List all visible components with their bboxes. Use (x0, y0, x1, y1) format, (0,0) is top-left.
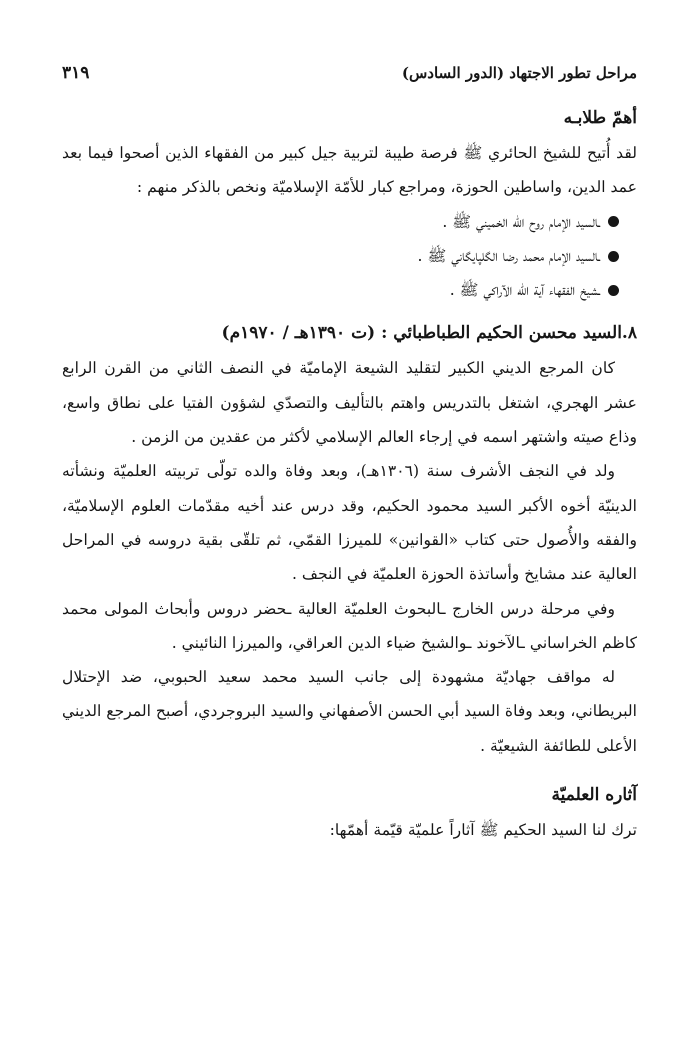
section-heading-works: آثاره العلميّة (551, 785, 637, 806)
body-paragraph: ولد في النجف الأشرف سنة (١٣٠٦هـ)، وبعد وفاة والده تولّى تربيته العلميّة ونشأته الدينيّة أخوه الأكبر السيد محمود الحكيم، وقد درس عند أخيه مقدّمات العلوم الإسلاميّة، والفقه والأُصول حتى كتاب «القوانين» للميرزا القمّي، ثم تلقّى بقية دروسه في المراحل العالية عند مشايخ وأساتذة الحوزة العلميّة في النجف . (62, 462, 637, 584)
body-paragraph: كان المرجع الديني الكبير لتقليد الشيعة الإماميّة في النصف الثاني من القرن الرابع عشر الهجري، اشتغل بالتدريس واهتم بالتأليف والتصدّي لشؤون الفتيا على نطاق واسع، وذاع صيته واشتهر اسمه في إرجاء العالم الإسلامي لأكثر من عقدين من الزمن . (62, 359, 637, 447)
bullet-icon (608, 216, 619, 227)
students-intro-paragraph: لقد أُتيح للشيخ الحائري ﷺ فرصة طيبة لتربية جيل كبير من الفقهاء الذين أصحوا فيما بعد عمد الدين، واساطين الحوزة، ومراجع كبار للأمّة الإسلاميّة ونخص بالذكر منهم : (62, 144, 637, 197)
list-item (62, 273, 619, 307)
works-intro-paragraph: ترك لنا السيد الحكيم ﷺ آثاراً علميّة قيّمة أهمّها: (329, 821, 637, 840)
bullet-icon (608, 251, 619, 262)
page-content (62, 100, 637, 847)
running-title: مراحل تطور الاجتهاد (الدور السادس) (401, 64, 637, 82)
students-list (62, 205, 637, 308)
section-heading-students: أهمّ طلابـه (563, 108, 637, 128)
page-number: ٣١٩ (62, 63, 90, 83)
list-item (62, 205, 619, 239)
student-name: ـشيخ الفقهاء آية الله الآراكي ﷺ . (449, 281, 600, 300)
bullet-icon (608, 285, 619, 296)
list-item (62, 239, 619, 273)
body-paragraph: له مواقف جهاديّة مشهودة إلى جانب السيد محمد سعيد الحبوبي، ضد الإحتلال البريطاني، وبعد وفاة السيد أبي الحسن الأصفهاني والسيد البروجردي، أصبح المرجع الديني الأعلى للطائفة الشيعيّة . (62, 668, 637, 755)
student-name: ـالسيد الإمام محمد رضا الگلپايگاني ﷺ . (417, 246, 600, 265)
running-header (62, 58, 637, 88)
body-paragraph: وفي مرحلة درس الخارج ـالبحوث العلميّة العالية ـحضر دروس وأبحاث المولى محمد كاظم الخراساني ـالآخوند ـوالشيخ ضياء الدين العراقي، والميرزا النائيني . (62, 599, 637, 652)
student-name: ـالسيد الإمام روح الله الخميني ﷺ . (442, 212, 600, 231)
section-heading-hakim: ٨.السيد محسن الحكيم الطباطبائي : (ت ١٣٩٠هـ / ١٩٧٠م) (221, 323, 637, 344)
